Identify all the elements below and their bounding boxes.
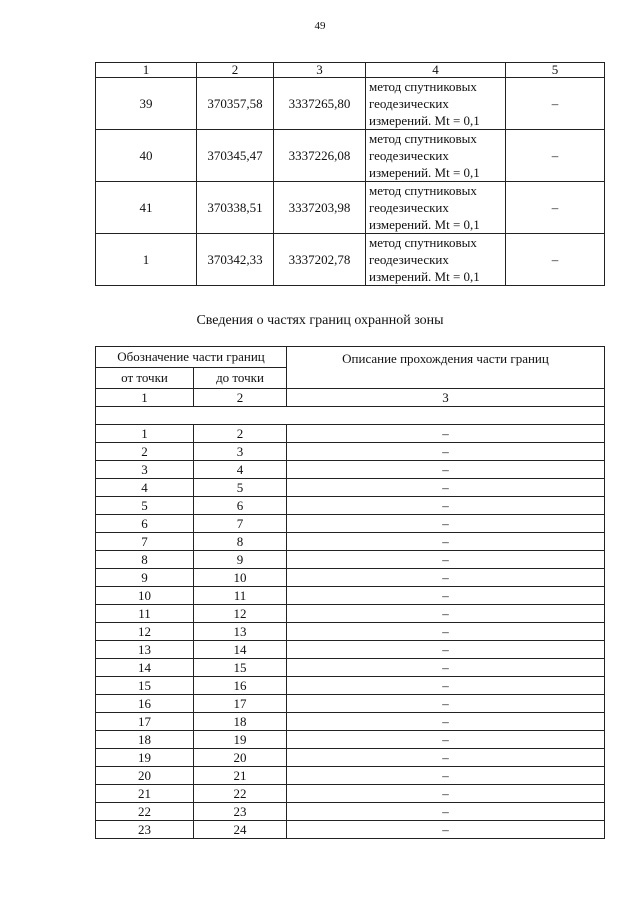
description-cell: – (287, 713, 605, 731)
column-number-cell: 1 (96, 389, 194, 407)
to-point-cell: 11 (194, 587, 287, 605)
description-cell: – (287, 767, 605, 785)
boundary-part-row (96, 533, 605, 551)
note-cell: – (506, 78, 605, 130)
parts-column-numbers-row (96, 389, 605, 407)
method-line: измерений. Mt = 0,1 (369, 113, 480, 128)
from-point-cell: 16 (96, 695, 194, 713)
x-coordinate-cell: 370342,33 (197, 234, 274, 286)
description-cell: – (287, 425, 605, 443)
boundary-part-row (96, 551, 605, 569)
description-cell: – (287, 731, 605, 749)
boundary-part-row (96, 569, 605, 587)
note-cell: – (506, 234, 605, 286)
boundary-part-row (96, 479, 605, 497)
coordinates-table-body (96, 63, 605, 286)
description-cell: – (287, 443, 605, 461)
description-cell: – (287, 515, 605, 533)
column-number-cell: 5 (506, 63, 605, 78)
point-number-cell: 39 (96, 78, 197, 130)
to-point-cell: 21 (194, 767, 287, 785)
to-point-cell: 2 (194, 425, 287, 443)
boundary-part-row (96, 749, 605, 767)
to-point-cell: 8 (194, 533, 287, 551)
boundary-part-row (96, 605, 605, 623)
description-cell: – (287, 821, 605, 839)
column-number-cell: 1 (96, 63, 197, 78)
from-point-cell: 10 (96, 587, 194, 605)
from-point-cell: 11 (96, 605, 194, 623)
to-point-cell: 13 (194, 623, 287, 641)
to-point-cell: 18 (194, 713, 287, 731)
section-title: Сведения о частях границ охранной зоны (196, 313, 444, 328)
from-point-cell: 3 (96, 461, 194, 479)
column-number-cell: 3 (274, 63, 366, 78)
boundary-part-row (96, 821, 605, 839)
description-cell: – (287, 587, 605, 605)
method-line: измерений. Mt = 0,1 (369, 165, 480, 180)
description-cell: – (287, 533, 605, 551)
from-point-cell: 8 (96, 551, 194, 569)
boundary-part-row (96, 425, 605, 443)
x-coordinate-cell: 370338,51 (197, 182, 274, 234)
from-point-cell: 18 (96, 731, 194, 749)
method-line: геодезических (369, 148, 449, 163)
note-cell: – (506, 130, 605, 182)
description-cell: – (287, 497, 605, 515)
description-cell: – (287, 605, 605, 623)
description-cell: – (287, 569, 605, 587)
method-line: геодезических (369, 252, 449, 267)
parts-header-row (96, 347, 605, 368)
column-number-cell: 4 (366, 63, 506, 78)
description-cell: – (287, 803, 605, 821)
from-point-cell: 23 (96, 821, 194, 839)
from-point-cell: 13 (96, 641, 194, 659)
from-point-cell: 4 (96, 479, 194, 497)
boundary-part-row (96, 587, 605, 605)
point-number-cell: 1 (96, 234, 197, 286)
from-point-cell: 5 (96, 497, 194, 515)
boundary-parts-table-body (96, 347, 605, 839)
description-cell: – (287, 695, 605, 713)
from-point-cell: 17 (96, 713, 194, 731)
coordinates-table (95, 62, 605, 286)
method-line: измерений. Mt = 0,1 (369, 217, 480, 232)
description-cell: – (287, 461, 605, 479)
boundary-part-row (96, 785, 605, 803)
note-cell: – (506, 182, 605, 234)
to-point-cell: 24 (194, 821, 287, 839)
boundary-part-row (96, 677, 605, 695)
boundary-part-row (96, 623, 605, 641)
page-number: 49 (314, 20, 326, 32)
to-point-cell: 5 (194, 479, 287, 497)
to-point-cell: 23 (194, 803, 287, 821)
to-point-cell: 15 (194, 659, 287, 677)
designation-header: Обозначение части границ (96, 347, 287, 368)
description-cell: – (287, 551, 605, 569)
coordinates-row (96, 130, 605, 182)
description-cell: – (287, 677, 605, 695)
method-line: метод спутниковых (369, 131, 477, 146)
to-point-cell: 4 (194, 461, 287, 479)
description-cell: – (287, 785, 605, 803)
method-line: геодезических (369, 200, 449, 215)
from-point-cell: 22 (96, 803, 194, 821)
from-point-cell: 7 (96, 533, 194, 551)
to-point-cell: 17 (194, 695, 287, 713)
description-cell: – (287, 479, 605, 497)
to-point-cell: 3 (194, 443, 287, 461)
method-cell (366, 234, 506, 286)
to-point-cell: 12 (194, 605, 287, 623)
boundary-part-row (96, 713, 605, 731)
parts-spacer-row (96, 407, 605, 425)
description-cell: – (287, 641, 605, 659)
to-point-header: до точки (194, 368, 287, 389)
boundary-part-row (96, 461, 605, 479)
method-line: геодезических (369, 96, 449, 111)
column-number-cell: 2 (197, 63, 274, 78)
from-point-cell: 12 (96, 623, 194, 641)
boundary-part-row (96, 641, 605, 659)
method-line: метод спутниковых (369, 235, 477, 250)
to-point-cell: 20 (194, 749, 287, 767)
to-point-cell: 19 (194, 731, 287, 749)
boundary-part-row (96, 803, 605, 821)
description-header: Описание прохождения части границ (287, 347, 605, 389)
to-point-cell: 14 (194, 641, 287, 659)
y-coordinate-cell: 3337265,80 (274, 78, 366, 130)
to-point-cell: 6 (194, 497, 287, 515)
from-point-cell: 20 (96, 767, 194, 785)
from-point-cell: 1 (96, 425, 194, 443)
method-cell (366, 182, 506, 234)
coordinates-header-row (96, 63, 605, 78)
from-point-cell: 21 (96, 785, 194, 803)
method-cell (366, 130, 506, 182)
y-coordinate-cell: 3337203,98 (274, 182, 366, 234)
boundary-part-row (96, 443, 605, 461)
from-point-cell: 15 (96, 677, 194, 695)
to-point-cell: 7 (194, 515, 287, 533)
point-number-cell: 40 (96, 130, 197, 182)
y-coordinate-cell: 3337202,78 (274, 234, 366, 286)
method-cell (366, 78, 506, 130)
method-line: метод спутниковых (369, 183, 477, 198)
from-point-cell: 2 (96, 443, 194, 461)
from-point-header: от точки (96, 368, 194, 389)
x-coordinate-cell: 370345,47 (197, 130, 274, 182)
spacer-cell (96, 407, 605, 425)
to-point-cell: 10 (194, 569, 287, 587)
from-point-cell: 19 (96, 749, 194, 767)
coordinates-row (96, 234, 605, 286)
boundary-part-row (96, 731, 605, 749)
from-point-cell: 14 (96, 659, 194, 677)
x-coordinate-cell: 370357,58 (197, 78, 274, 130)
method-line: измерений. Mt = 0,1 (369, 269, 480, 284)
boundary-part-row (96, 695, 605, 713)
boundary-part-row (96, 515, 605, 533)
description-cell: – (287, 659, 605, 677)
coordinates-row (96, 78, 605, 130)
boundary-part-row (96, 659, 605, 677)
coordinates-row (96, 182, 605, 234)
to-point-cell: 22 (194, 785, 287, 803)
from-point-cell: 9 (96, 569, 194, 587)
boundary-part-row (96, 497, 605, 515)
boundary-parts-table (95, 346, 605, 839)
boundary-part-row (96, 767, 605, 785)
to-point-cell: 16 (194, 677, 287, 695)
to-point-cell: 9 (194, 551, 287, 569)
from-point-cell: 6 (96, 515, 194, 533)
description-cell: – (287, 623, 605, 641)
column-number-cell: 2 (194, 389, 287, 407)
y-coordinate-cell: 3337226,08 (274, 130, 366, 182)
column-number-cell: 3 (287, 389, 605, 407)
method-line: метод спутниковых (369, 79, 477, 94)
description-cell: – (287, 749, 605, 767)
point-number-cell: 41 (96, 182, 197, 234)
